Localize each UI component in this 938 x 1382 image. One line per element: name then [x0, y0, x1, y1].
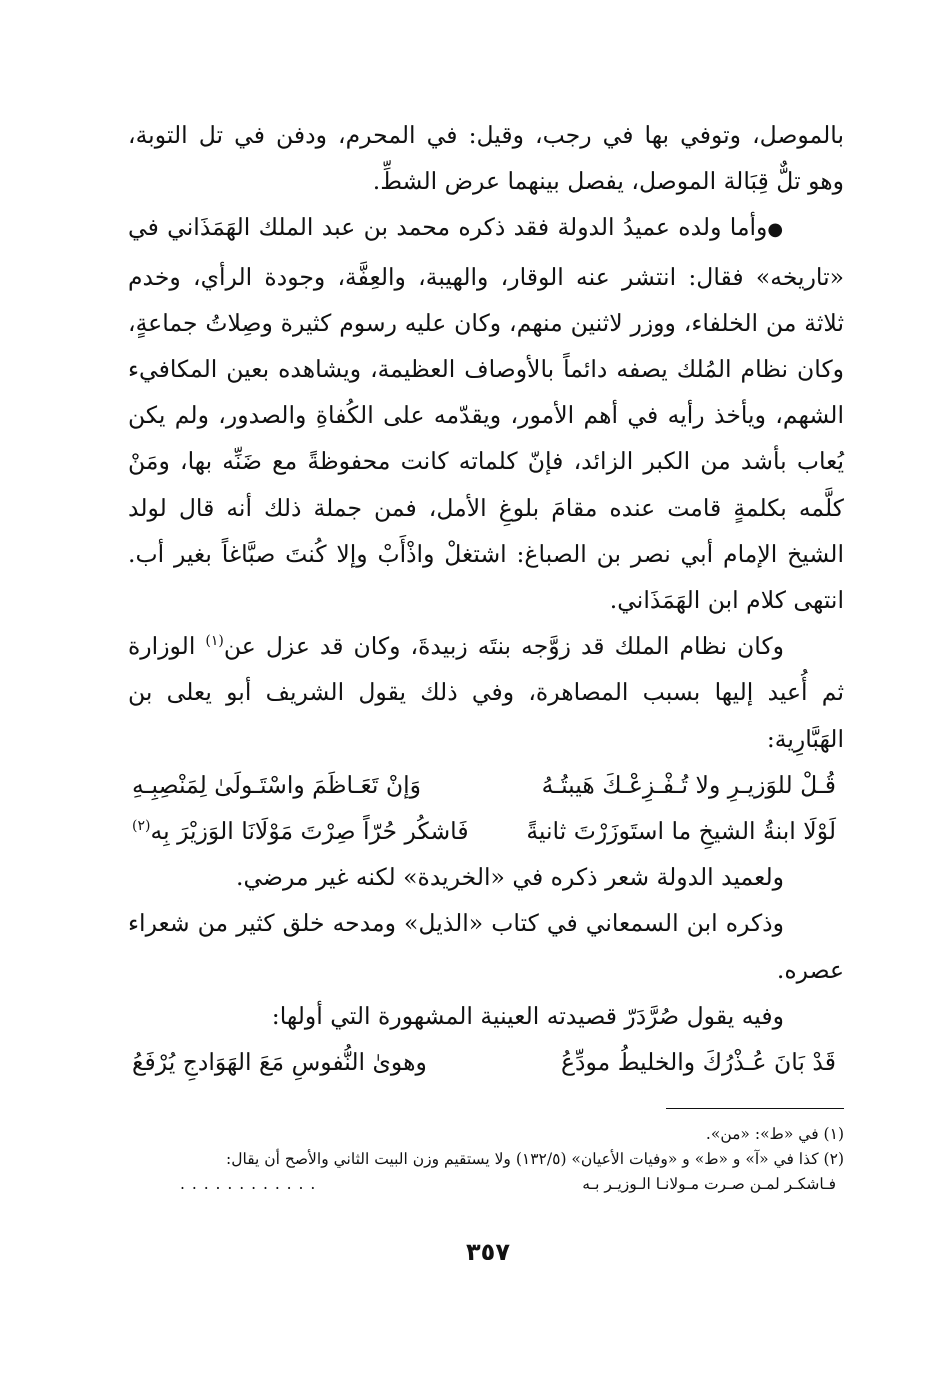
footnote-2-verse-text: فـاشكـر لمـن صـرت مـولانـا الـوزيـر بـه — [582, 1175, 836, 1193]
footnote-ref-2: (٢) — [132, 818, 151, 835]
footnote-divider — [666, 1108, 844, 1109]
footnote-2-verse — [128, 1172, 844, 1197]
footnotes — [128, 1122, 844, 1197]
paragraph-5: وذكره ابن السمعاني في كتاب «الذيل» ومدحه خلق كثير من شعراء عصره. — [128, 909, 844, 984]
paragraph-3-part-a: وكان نظام الملك قد زوَّجه بنتَه زبيدةَ، وكان قد عزل عن — [223, 632, 784, 661]
footnote-2: (٢) كذا في «آ» و «ط» و «وفيات الأعيان» (١٣٢/٥) ولا يستقيم وزن البيت الثاني والأصح أن يقال: — [225, 1150, 844, 1168]
verse-1 — [128, 762, 844, 808]
verse-1-first-hemistich: قُـلْ للوَزيـرِ ولا تُـفْـزِعْـكَ هَيبتُـهُ — [541, 770, 836, 799]
paragraph-4: ولعميد الدولة شعر ذكره في «الخريدة» لكنه غير مرضي. — [235, 863, 784, 892]
verse-2 — [128, 808, 844, 854]
footnote-ref-1: (١) — [205, 633, 224, 650]
paragraph-2 — [128, 204, 844, 623]
verse-2-second-hemistich — [132, 808, 469, 854]
bullet-icon: ● — [767, 219, 784, 241]
verse-3-second-hemistich: وهوىٰ النُّفوسِ مَعَ الهَوَادجِ يُرْفَعُ — [132, 1048, 427, 1077]
paragraph-2-text: وأما ولده عميدُ الدولة فقد ذكره محمد بن عبد الملك الهَمَذَاني في «تاريخه» فقال: انتشر عنه الوقار، والهيبة، والعِفَّة، وجودة الرأي، وخدم ثلاثة من الخلفاء، ووزر لاثنين منهم، وكان عليه رسوم كثيرة وصِلاتُ جماعةٍ، وكان نظام المُلك يصفه دائماً بالأوصاف العظيمة، ويشاهده بعين المكافيء الشهم، ويأخذ رأيه في أهم الأمور، ويقدّمه على الكُفاةِ والصدور، ولم يكن يُعاب بأشد من الكبر الزائد، فإنّ كلماته كانت محفوظةً مع ضَنِّه بها، ومَنْ كلَّمه بكلمةٍ قامت عنده مقامَ بلوغِ الأمل، فمن جملة ذلك أنه قال لولد الشيخ الإمام أبي نصر بن الصباغ: اشتغلْ واذْأَبْ وإلا كُنتَ صبَّاغاً بغير أب. انتهى كلام ابن الهَمَذَاني. — [128, 213, 844, 615]
verse-2-first-hemistich: لَوْلَا ابنةُ الشيخِ ما استَوزَرْتَ ثانيةً — [526, 817, 836, 846]
verse-3-first-hemistich: قَدْ بَانَ عُـذْرُكَ والخليطُ مودِّعُ — [561, 1048, 836, 1077]
footnote-1: (١) في «ط»: «من». — [705, 1125, 844, 1143]
verse-3 — [128, 1039, 844, 1085]
footnote-2-verse-dots: . . . . . . . . . . . . — [180, 1175, 317, 1193]
paragraph-6: وفيه يقول صُرَّدَرّ قصيدته العينية المشهورة التي أولها: — [271, 1001, 784, 1030]
paragraph-3-part-b: الوزارة ثم أُعيد إليها بسبب المصاهرة، وفي ذلك يقول الشريف أبو يعلى بن الهَبَّارِية: — [128, 632, 844, 753]
main-text — [128, 112, 844, 1085]
verse-2-second-hemistich-text: فَاشكُر حُرّاً صِرْتَ مَوْلَانَا الوَزيْرَ بِه — [150, 817, 469, 846]
paragraph-3 — [128, 623, 844, 762]
paragraph-1: بالموصل، وتوفي بها في رجب، وقيل: في المحرم، ودفن في تل التوبة، وهو تلٌّ قِبَالة الموصل، يفصل بينهما عرض الشطِّ. — [128, 121, 844, 196]
verse-1-second-hemistich: وَإنْ تَعَـاظَمَ واسْتَـولَىٰ لِمَنْصِبِـهِ — [132, 770, 422, 799]
page-number: ٣٥٧ — [466, 1238, 510, 1266]
